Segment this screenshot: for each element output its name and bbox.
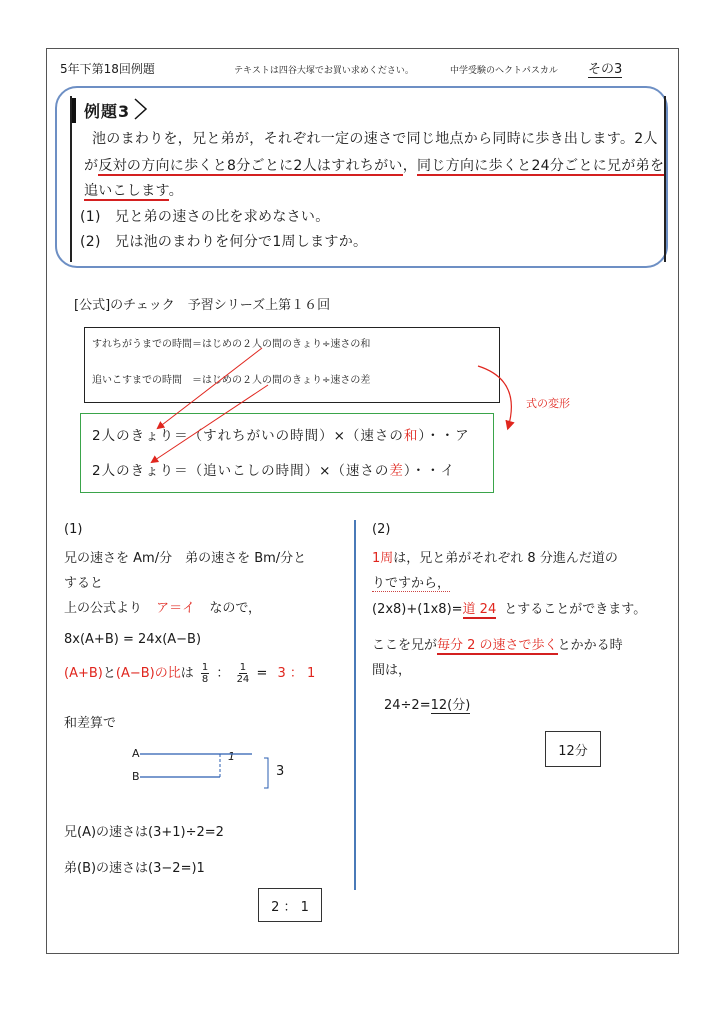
part1-diff-term: (A−B)の比 <box>115 666 181 681</box>
part2-line-2-text: りですから， <box>372 576 451 591</box>
part1-line-3a: 上の公式より <box>64 601 143 616</box>
part1-line-1: 兄の速さを Am/分 弟の速さを Bm/分と <box>64 551 307 566</box>
part2-road-24: 道 24 <box>462 602 497 617</box>
part1-wasa-label: 和差算で <box>64 716 117 731</box>
frac1-den: 8 <box>201 674 209 685</box>
question-1: (1) 兄と弟の速さの比を求めなさい。 <box>80 209 330 225</box>
part1-wa: は <box>180 666 194 681</box>
part1-sum-term: (A+B) <box>64 666 103 681</box>
frac2-num: 1 <box>239 662 247 673</box>
part2-line-3 <box>372 598 646 617</box>
part2-line-2 <box>372 572 450 591</box>
header-title: 5年下第18回例題 <box>60 62 155 76</box>
part2-calc-time <box>384 694 470 713</box>
part2-division: 24÷2= <box>384 698 431 713</box>
derived-b-tail: ）・・イ <box>403 463 456 479</box>
problem-line-2c: ， <box>402 158 418 174</box>
diagram-label-b: B <box>132 770 140 783</box>
part1-answer-box: 2 ： 1 <box>258 888 322 922</box>
part1-speed-a: 兄(A)の速さは(3+1)÷2=2 <box>64 825 224 840</box>
part1-ratio-line <box>64 662 315 685</box>
frac1-num: 1 <box>201 662 209 673</box>
part2-line-1b: は，兄と弟がそれぞれ 8 分進んだ道の <box>393 551 618 566</box>
problem-line-3-end: 。 <box>168 183 183 199</box>
part2-time-result: 12(分) <box>430 698 471 713</box>
problem-underline-same: 同じ方向に歩くと24分ごとに兄が弟を <box>417 158 665 174</box>
part1-equation: 8x(A+B) = 24x(A−B) <box>64 632 202 647</box>
formula-check-title: [公式]のチェック 予習シリーズ上第１６回 <box>74 298 331 313</box>
question-2: (2) 兄は池のまわりを何分で1周しますか。 <box>80 234 368 250</box>
ratio-colon: ： <box>216 666 230 681</box>
part2-line-4a: ここを兄が <box>372 638 438 653</box>
part2-line-4 <box>372 634 623 653</box>
fraction-one-24th <box>237 662 250 685</box>
diagram-mark-1: 1 <box>228 750 235 763</box>
diagram-label-a: A <box>132 747 140 760</box>
header-tag: その3 <box>588 58 622 78</box>
part1-equal-ai: ア＝イ <box>156 601 196 616</box>
derived-a-tail: ）・・ア <box>418 428 470 444</box>
arrow-pass-icon <box>158 348 262 428</box>
arrow-transform-icon <box>478 366 511 428</box>
part2-answer-box: 12分 <box>545 731 601 767</box>
derived-b-diff: 差 <box>389 463 404 479</box>
arrow-overtake-icon <box>152 385 268 462</box>
part1-line-3 <box>64 597 261 616</box>
part1-speed-b: 弟(B)の速さは(3−2=)1 <box>64 861 205 876</box>
problem-badge: 例題3 <box>72 98 140 123</box>
derived-a-text: 2人のきょり＝（すれちがいの時間）×（速さの <box>92 428 404 444</box>
sum-difference-diagram <box>140 750 280 790</box>
part2-line-1 <box>372 547 618 566</box>
frac2-den: 24 <box>236 674 250 685</box>
problem-underline-overtake: 追いこします <box>84 183 169 199</box>
problem-line-2a: が <box>84 158 99 174</box>
formula-pass: すれちがうまでの時間＝はじめの２人の間のきょり÷速さの和 <box>92 339 371 350</box>
ratio-result: 3 ： 1 <box>277 666 316 681</box>
problem-underline-opposite: 反対の方向に歩くと8分ごとに2人はすれちがい <box>98 158 403 174</box>
part2-speed-2: 毎分 2 の速さで歩く <box>437 638 558 653</box>
derived-a-sum: 和 <box>403 428 419 444</box>
diagram-label-3: 3 <box>276 764 285 779</box>
part1-and: と <box>102 666 116 681</box>
header-note: テキストは四谷大塚でお買い求めください。 <box>234 66 414 76</box>
part2-calc: (2x8)+(1x8)= <box>372 602 463 617</box>
header-brand: 中学受験のヘクトパスカル <box>450 66 558 76</box>
part2-one-lap: 1周 <box>372 551 394 566</box>
part2-line-5: 間は， <box>372 663 412 678</box>
problem-line-1: 池のまわりを，兄と弟が，それぞれ一定の速さで同じ地点から同時に歩き出します。2人 <box>92 131 658 147</box>
ratio-equals: = <box>256 666 268 681</box>
part1-label: (1) <box>64 522 83 537</box>
part2-line-4b: とかかる時 <box>557 638 623 653</box>
formula-overtake: 追いこすまでの時間 ＝はじめの２人の間のきょり÷速さの差 <box>92 375 371 386</box>
part2-line-3b: とすることができます。 <box>504 602 647 617</box>
part2-label: (2) <box>372 522 391 537</box>
transform-label: 式の変形 <box>526 397 570 410</box>
part1-line-3b: なので， <box>209 601 262 616</box>
column-divider <box>354 520 356 890</box>
derived-b-text: 2人のきょり＝（追いこしの時間）×（速さの <box>92 463 390 479</box>
part1-line-2: すると <box>64 576 104 591</box>
fraction-one-eighth <box>201 662 209 685</box>
